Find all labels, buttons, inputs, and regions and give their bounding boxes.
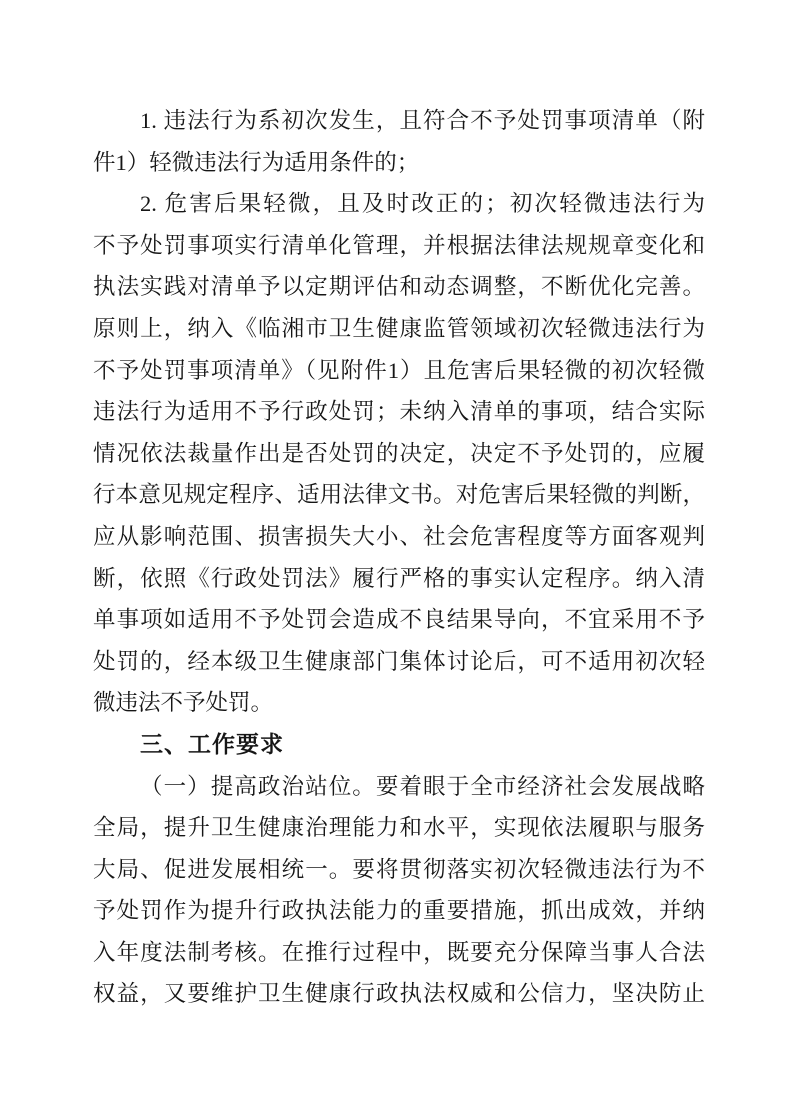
text-block <box>93 100 705 1015</box>
text-line: （一）提高政治站位。要着眼于全市经济社会发展战略 <box>140 773 705 799</box>
text-line: 单事项如适用不予处罚会造成不良结果导向，不宜采用不予 <box>93 607 705 633</box>
text-line: 2. 危害后果轻微，且及时改正的；初次轻微违法行为 <box>140 191 705 217</box>
text-line: 情况依法裁量作出是否处罚的决定，决定不予处罚的，应履 <box>93 440 705 466</box>
text-line: 执法实践对清单予以定期评估和动态调整，不断优化完善。 <box>93 274 705 300</box>
text-line: 不予处罚事项清单》（见附件1）且危害后果轻微的初次轻微 <box>93 357 705 383</box>
text-line: 处罚的，经本级卫生健康部门集体讨论后，可不适用初次轻 <box>93 648 705 674</box>
text-line: 应从影响范围、损害损失大小、社会危害程度等方面客观判 <box>93 523 705 549</box>
text-line: 行本意见规定程序、适用法律文书。对危害后果轻微的判断， <box>93 482 705 508</box>
text-line: 入年度法制考核。在推行过程中，既要充分保障当事人合法 <box>93 939 705 965</box>
text-line: 予处罚作为提升行政执法能力的重要措施，抓出成效，并纳 <box>93 898 705 924</box>
text-line: 微违法不予处罚。 <box>93 690 274 716</box>
text-line: 权益，又要维护卫生健康行政执法权威和公信力，坚决防止 <box>93 981 705 1007</box>
text-line: 违法行为适用不予行政处罚；未纳入清单的事项，结合实际 <box>93 399 705 425</box>
text-line: 1. 违法行为系初次发生，且符合不予处罚事项清单（附 <box>140 108 705 133</box>
text-line: 不予处罚事项实行清单化管理，并根据法律法规规章变化和 <box>93 232 705 258</box>
text-line: 原则上，纳入《临湘市卫生健康监管领域初次轻微违法行为 <box>93 315 705 341</box>
text-line: 件1）轻微违法行为适用条件的； <box>93 149 420 175</box>
text-line: 断，依照《行政处罚法》履行严格的事实认定程序。纳入清 <box>93 565 705 591</box>
section-heading: 三、工作要求 <box>140 730 284 757</box>
text-line: 大局、促进发展相统一。要将贯彻落实初次轻微违法行为不 <box>93 856 705 882</box>
text-line: 全局，提升卫生健康治理能力和水平，实现依法履职与服务 <box>93 815 705 841</box>
